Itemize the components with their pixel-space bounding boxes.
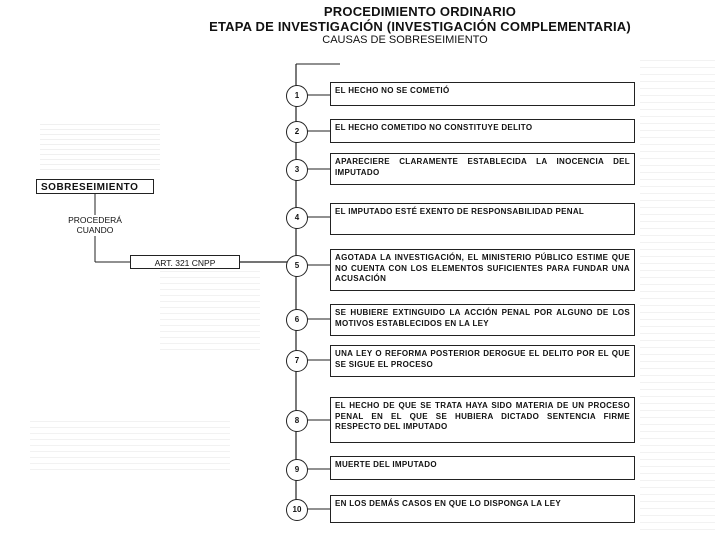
- scan-noise: [30, 420, 230, 470]
- procedera-cuando-label: PROCEDERÁ CUANDO: [68, 215, 122, 235]
- cause-number-10: 10: [286, 499, 308, 521]
- title-line-1: PROCEDIMIENTO ORDINARIO: [323, 4, 517, 19]
- cause-number-7: 7: [286, 350, 308, 372]
- cause-box-8: EL HECHO DE QUE SE TRATA HAYA SIDO MATERIA DE UN PROCESO PENAL EN EL QUE SE HUBIERA DICTADO SENTENCIA FIRME RESPECTO DEL IMPUTADO: [330, 397, 635, 443]
- cause-box-3: APARECIERE CLARAMENTE ESTABLECIDA LA INOCENCIA DEL IMPUTADO: [330, 153, 635, 185]
- scan-noise: [160, 270, 260, 350]
- article-321-box: ART. 321 CNPP: [130, 255, 240, 269]
- cause-number-4: 4: [286, 207, 308, 229]
- cause-box-7: UNA LEY O REFORMA POSTERIOR DEROGUE EL DELITO POR EL QUE SE SIGUE EL PROCESO: [330, 345, 635, 377]
- cause-number-1: 1: [286, 85, 308, 107]
- cause-number-8: 8: [286, 410, 308, 432]
- cause-box-6: SE HUBIERE EXTINGUIDO LA ACCIÓN PENAL POR ALGUNO DE LOS MOTIVOS ESTABLECIDOS EN LA LEY: [330, 304, 635, 336]
- sobreseimiento-box: SOBRESEIMIENTO: [36, 179, 154, 194]
- cause-box-4: EL IMPUTADO ESTÉ EXENTO DE RESPONSABILIDAD PENAL: [330, 203, 635, 235]
- cause-number-9: 9: [286, 459, 308, 481]
- scan-noise: [640, 60, 715, 530]
- title-line-3: CAUSAS DE SOBRESEIMIENTO: [322, 34, 488, 46]
- title-line-2: ETAPA DE INVESTIGACIÓN (INVESTIGACIÓN COMPLEMENTARIA): [209, 19, 631, 34]
- cause-box-1: EL HECHO NO SE COMETIÓ: [330, 82, 635, 106]
- cause-box-5: AGOTADA LA INVESTIGACIÓN, EL MINISTERIO PÚBLICO ESTIME QUE NO CUENTA CON LOS ELEMENTOS SUFICIENTES PARA FUNDAR UNA ACUSACIÓN: [330, 249, 635, 291]
- cause-box-9: MUERTE DEL IMPUTADO: [330, 456, 635, 480]
- cause-box-10: EN LOS DEMÁS CASOS EN QUE LO DISPONGA LA LEY: [330, 495, 635, 523]
- cause-number-2: 2: [286, 121, 308, 143]
- cause-box-2: EL HECHO COMETIDO NO CONSTITUYE DELITO: [330, 119, 635, 143]
- title-block: [150, 4, 690, 47]
- cause-number-5: 5: [286, 255, 308, 277]
- cause-number-6: 6: [286, 309, 308, 331]
- cause-number-3: 3: [286, 159, 308, 181]
- scan-noise: [40, 120, 160, 170]
